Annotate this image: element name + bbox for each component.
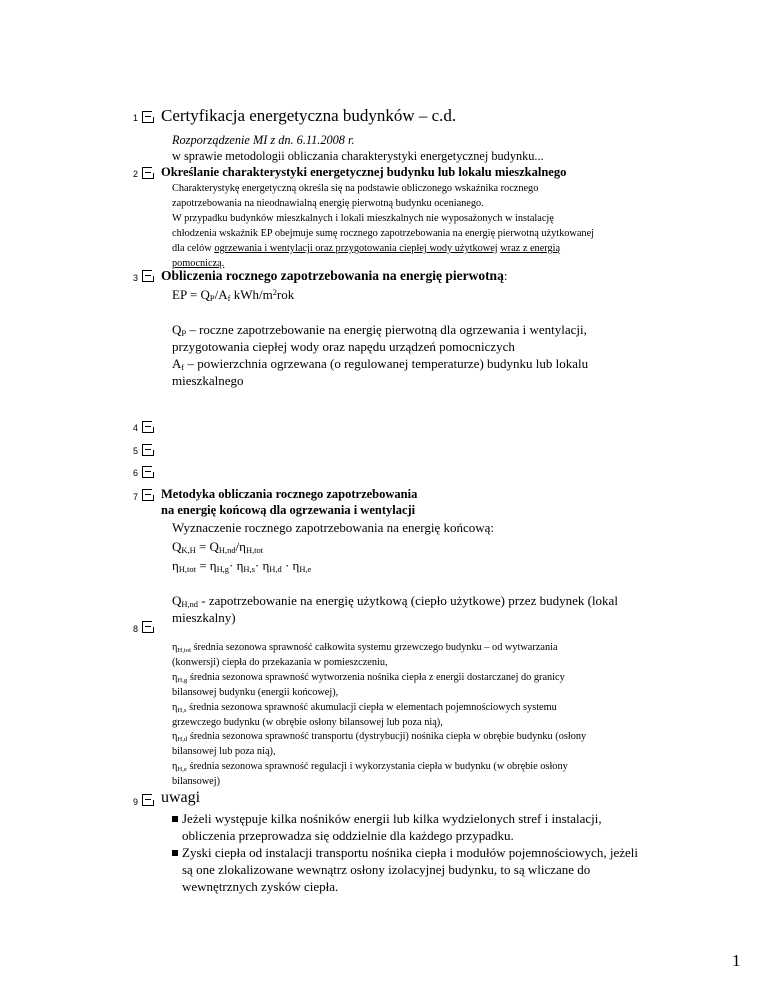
slide-number: 3 bbox=[132, 273, 138, 283]
checkbox-icon bbox=[142, 794, 154, 806]
definition-line: $\eta_{H,d}$ średnia sezonowa sprawność transportu (dystrybucji) nośnika ciepła w obrębie budynku (osłony bbox=[172, 731, 587, 743]
text-line: są one zlokalizowane wewnątrz osłony izolacyjnej budynku, to są wliczane do bbox=[182, 862, 591, 877]
slide-title: na energię końcową dla ogrzewania i wentylacji bbox=[161, 503, 416, 517]
slide-title: Certyfikacja energetyczna budynków – c.d. bbox=[161, 106, 457, 125]
checkbox-icon bbox=[142, 621, 154, 633]
text-line: dla celów ogrzewania i wentylacji oraz przygotowania ciepłej wody użytkowej wraz z energią bbox=[172, 243, 561, 254]
slide-number: 5 bbox=[132, 446, 138, 456]
text-line: bilansowej budynku (energii końcowej), bbox=[172, 687, 339, 698]
text-line: obliczenia przeprowadza się oddzielnie dla każdego przypadku. bbox=[182, 828, 514, 843]
text-line: Wyznaczenie rocznego zapotrzebowania na energię końcową: bbox=[172, 520, 494, 535]
text-line: bilansowej lub poza nią), bbox=[172, 746, 276, 757]
bullet-item: Zyski ciepła od instalacji transportu nośnika ciepła i modułów pojemnościowych, jeżeli bbox=[172, 845, 638, 861]
slide-number: 4 bbox=[132, 423, 138, 433]
checkbox-icon bbox=[142, 111, 154, 123]
definition-line: $\eta_{H,tot}$ średnia sezonowa sprawność całkowita systemu grzewczego budynku – od wytwarzania bbox=[172, 642, 558, 654]
checkbox-icon bbox=[142, 270, 154, 282]
text-line: Rozporządzenie MI z dn. 6.11.2008 r. bbox=[172, 133, 355, 147]
slide-number: 6 bbox=[132, 468, 138, 478]
formula-ep: EP = $Q_P/A_f$ kWh/$m^2rok$ bbox=[172, 287, 295, 303]
definition-af: $A_f$ – powierzchnia ogrzewana (o regulowanej temperaturze) budynku lub lokalu bbox=[172, 356, 589, 372]
text-line: (konwersji) ciepła do przekazania w pomieszczeniu, bbox=[172, 657, 388, 668]
checkbox-icon bbox=[142, 444, 154, 456]
bullet-square-icon bbox=[172, 850, 178, 856]
slide-number: 7 bbox=[132, 492, 138, 502]
checkbox-icon bbox=[142, 167, 154, 179]
text-line: przygotowania ciepłej wody oraz napędu urządzeń pomocniczych bbox=[172, 339, 515, 354]
definition-line: $\eta_{H,e}$ średnia sezonowa sprawność regulacji i wykorzystania ciepła w budynku (w obrębie osłony bbox=[172, 761, 568, 773]
text-line: pomocniczą. bbox=[172, 258, 225, 269]
text-line: wewnętrznych zysków ciepła. bbox=[182, 879, 339, 894]
text-line: chłodzenia wskaźnik EP obejmuje sumę rocznego zapotrzebowania na energię pierwotną użytkowanej bbox=[172, 228, 595, 239]
text-line: zapotrzebowania na nieodnawialną energię pierwotną budynku ocenianego. bbox=[172, 198, 484, 209]
slide-title: Określanie charakterystyki energetycznej budynku lub lokalu mieszkalnego bbox=[161, 165, 567, 179]
definition-line: $\eta_{H,s}$ średnia sezonowa sprawność akumulacji ciepła w elementach pojemnościowych systemu bbox=[172, 702, 557, 714]
text-line: mieszkalnego bbox=[172, 373, 244, 388]
bullet-item: Jeżeli występuje kilka nośników energii lub kilka wydzielonych stref i instalacji, bbox=[172, 811, 602, 827]
definition-qhnd: $Q_{H,nd}$ - zapotrzebowanie na energię użytkową (ciepło użytkowe) przez budynek (lokal bbox=[172, 593, 618, 609]
formula-eta: $\eta_{H,tot} = \eta_{H,g}\cdot \eta_{H,s}\cdot \eta_{H,d} \cdot \eta_{H,e}$ bbox=[172, 558, 312, 574]
checkbox-icon bbox=[142, 421, 154, 433]
slide-title: Metodyka obliczania rocznego zapotrzebowania bbox=[161, 487, 418, 501]
slide-number: 1 bbox=[132, 113, 138, 123]
slide-number: 2 bbox=[132, 169, 138, 179]
formula-qkh: $Q_{K,H} = Q_{H,nd}/\eta_{H,tot}$ bbox=[172, 539, 264, 555]
definition-qp: $Q_P$ – roczne zapotrzebowanie na energię pierwotną dla ogrzewania i wentylacji, bbox=[172, 322, 587, 338]
text-line: grzewczego budynku (w obrębie osłony bilansowej lub poza nią), bbox=[172, 717, 443, 728]
slide-title: Obliczenia rocznego zapotrzebowania na energię pierwotną: bbox=[161, 268, 508, 283]
bullet-square-icon bbox=[172, 816, 178, 822]
text-line: W przypadku budynków mieszkalnych i lokali mieszkalnych nie wyposażonych w instalację bbox=[172, 213, 554, 224]
text-line: mieszkalny) bbox=[172, 610, 236, 625]
slide-title: uwagi bbox=[161, 789, 201, 806]
text-line: bilansowej) bbox=[172, 776, 221, 787]
text-line: Charakterystykę energetyczną określa się na podstawie obliczonego wskaźnika rocznego bbox=[172, 183, 539, 194]
checkbox-icon bbox=[142, 489, 154, 501]
slide-number: 8 bbox=[132, 624, 138, 634]
text-line: w sprawie metodologii obliczania charakterystyki energetycznej budynku... bbox=[172, 149, 544, 163]
checkbox-icon bbox=[142, 466, 154, 478]
slide-number: 9 bbox=[132, 797, 138, 807]
page-number: 1 bbox=[732, 951, 741, 970]
definition-line: $\eta_{H,g}$ średnia sezonowa sprawność wytworzenia nośnika ciepła z energii dostarczanej do granicy bbox=[172, 672, 565, 684]
